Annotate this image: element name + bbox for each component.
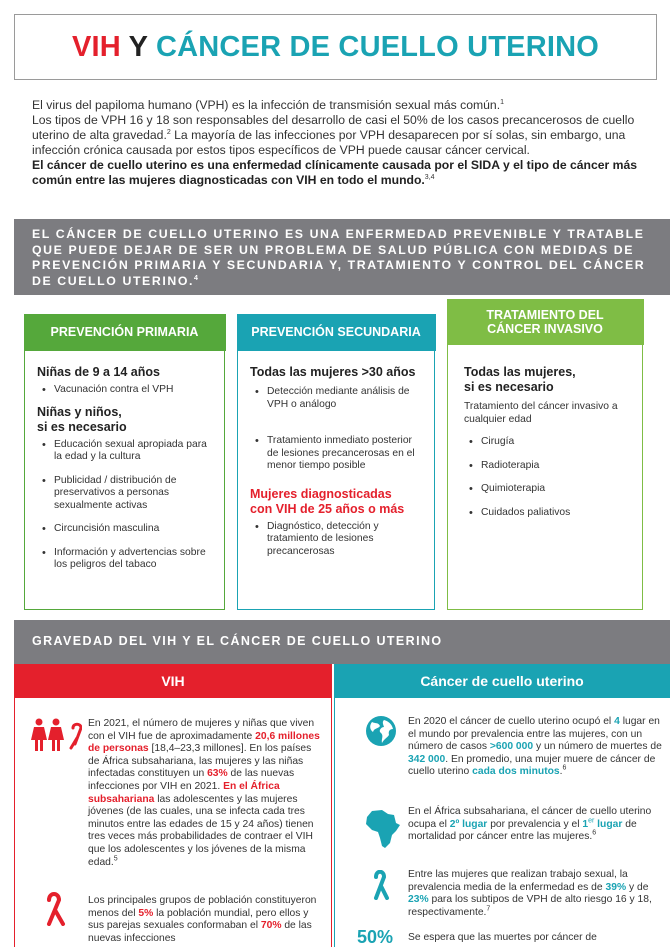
cc-paragraph-2: En el África subsahariana, el cáncer de cuello uterino ocupa el 2º lugar por prevalencia y el 1er lugar de mortalidad por cáncer entre las mujeres.$^6$ bbox=[408, 806, 652, 843]
globe-icon bbox=[364, 714, 398, 748]
cc-paragraph-4: Se espera que las muertes por cáncer de bbox=[408, 932, 597, 943]
list-item: • Publicidad / distribución de preservativos a personas sexualmente activas bbox=[37, 475, 216, 513]
primary-prevention-card bbox=[24, 314, 225, 610]
ribbon-icon bbox=[40, 892, 68, 926]
women-hiv-heading: Mujeres diagnosticadas con VIH de 25 años o más bbox=[250, 486, 405, 516]
cervical-column-header: Cáncer de cuello uterino bbox=[334, 664, 670, 698]
primary-list-2 bbox=[37, 439, 216, 572]
women-icon bbox=[30, 718, 82, 752]
cc-paragraph-1: En 2020 el cáncer de cuello uterino ocupó el 4 lugar en el mundo por prevalencia entre las mujeres, con un número de casos >600 000 y un número de muertes de 342 000. En promedio, una mujer muere de cáncer de cuello uterino cada dos minutos.$^6$ bbox=[408, 716, 662, 778]
list-item: • Radioterapia bbox=[464, 460, 634, 473]
treatment-card bbox=[447, 308, 643, 610]
africa-map-icon bbox=[362, 808, 400, 848]
primary-prevention-title: PREVENCIÓN PRIMARIA bbox=[24, 314, 226, 351]
teal-ribbon-icon bbox=[368, 870, 392, 900]
page-title bbox=[72, 31, 599, 64]
all-women-heading: Todas las mujeres, si es necesario bbox=[464, 365, 576, 394]
women-30-heading: Todas las mujeres >30 años bbox=[250, 365, 416, 379]
cc-paragraph-3: Entre las mujeres que realizan trabajo sexual, la prevalencia media de la enfermedad es de 39% y de 23% para los subtipos de VPH de alto riesgo 16 y 18, respectivamente.$^7$ bbox=[408, 869, 652, 918]
primary-list-1 bbox=[37, 384, 216, 397]
title-vih: VIH bbox=[71, 30, 121, 63]
secondary-prevention-title: PREVENCIÓN SECUNDARIA bbox=[237, 314, 436, 351]
vih-column-header: VIH bbox=[14, 664, 332, 698]
list-item: • Diagnóstico, detección y tratamiento de lesiones precancerosas bbox=[250, 521, 426, 559]
girls-heading: Niñas de 9 a 14 años bbox=[37, 365, 160, 379]
intro-p1: El virus del papiloma humano (VPH) es la infección de transmisión sexual más común.$^1$ bbox=[32, 98, 504, 112]
list-item: • Tratamiento inmediato posterior de lesiones precancerosas en el menor tiempo posible bbox=[250, 435, 426, 473]
intro-text bbox=[32, 98, 647, 188]
severity-banner: GRAVEDAD DEL VIH Y EL CÁNCER DE CUELLO UTERINO bbox=[14, 620, 670, 664]
secondary-list-1 bbox=[250, 386, 426, 473]
secondary-prevention-card bbox=[237, 314, 435, 610]
prevention-banner: EL CÁNCER DE CUELLO UTERINO ES UNA ENFERMEDAD PREVENIBLE Y TRATABLE QUE PUEDE DEJAR DE SER UN PROBLEMA DE SALUD PÚBLICA CON MEDIDAS DE PREVENCIÓN PRIMARIA Y SECUNDARIA Y, TRATAMIENTO Y CONTROL DEL CÁNCER DE CUELLO UTERINO.$^4$ bbox=[14, 219, 670, 295]
title-cancer: CÁNCER DE CUELLO UTERINO bbox=[155, 30, 599, 63]
intro-p2: Los tipos de VPH 16 y 18 son responsables del desarrollo de casi el 50% de los casos precancerosos de cuello uterino de alta gravedad.$^2$ La mayoría de las infecciones por VPH desaparecen por sí solas, sin embargo, una infección crónica causada por estos tipos específicos de VPH puede causar cáncer cervical. bbox=[32, 113, 635, 157]
treatment-description: Tratamiento del cáncer invasivo a cualquier edad bbox=[464, 401, 618, 425]
list-item: • Detección mediante análisis de VPH o análogo bbox=[250, 386, 426, 411]
secondary-list-2 bbox=[250, 521, 426, 559]
list-item: • Vacunación contra el VPH bbox=[37, 384, 216, 397]
title-box bbox=[14, 14, 657, 80]
title-y: Y bbox=[128, 30, 148, 63]
intro-p3: El cáncer de cuello uterino es una enfermedad clínicamente causada por el SIDA y el tipo de cáncer más común entre las mujeres diagnosticadas con VIH en todo el mundo.$^{3,4}$ bbox=[32, 158, 638, 187]
kids-heading: Niñas y niños, si es necesario bbox=[37, 404, 127, 434]
treatment-list bbox=[464, 436, 634, 519]
vih-paragraph-2: Los principales grupos de población constituyeron menos del 5% la población mundial, pero ellos y sus parejas sexuales conformaban el 70% de las nuevas infecciones bbox=[88, 895, 317, 944]
list-item: • Educación sexual apropiada para la edad y la cultura bbox=[37, 439, 216, 464]
list-item: • Circuncisión masculina bbox=[37, 523, 216, 536]
list-item: • Información y advertencias sobre los peligros del tabaco bbox=[37, 547, 216, 572]
treatment-title: TRATAMIENTO DEL CÁNCER INVASIVO bbox=[447, 299, 644, 345]
fifty-percent-stat: 50% bbox=[357, 927, 394, 947]
list-item: • Cuidados paliativos bbox=[464, 507, 634, 520]
list-item: • Cirugía bbox=[464, 436, 634, 449]
vih-paragraph-1: En 2021, el número de mujeres y niñas que viven con el VIH fue de aproximadamente 20,6 millones de personas [18,4–23,3 millones]. En los países de África subsahariana, las mujeres y las niñas infectadas constituyen un 63% de las nuevas infecciones por VIH en 2021. En el África subsahariana las adolescentes y las mujeres jóvenes (de las cuales, una se infecta cada tres minutos entre las edades de 15 y 24 años) tienen tres veces más probabilidades de contraer el VIH que los adolescentes y los jóvenes de la misma edad.$^5$ bbox=[88, 718, 320, 868]
list-item: • Quimioterapia bbox=[464, 483, 634, 496]
